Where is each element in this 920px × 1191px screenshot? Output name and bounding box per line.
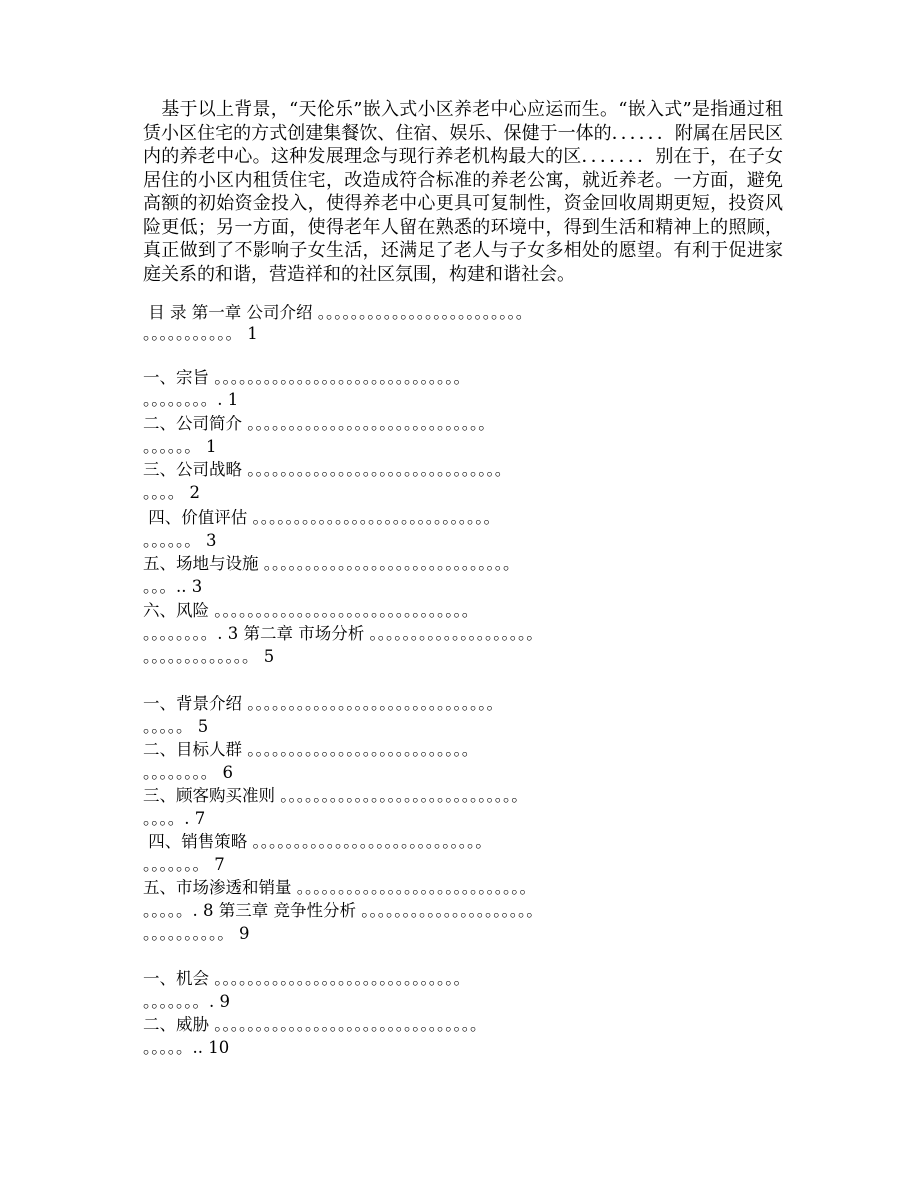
toc-line: 五、场地与设施 。。。。。。。。。。。。。。。。。。。。。。。。。。。。。。 [143,554,520,573]
toc-line: 四、价值评估 。。。。。。。。。。。。。。。。。。。。。。。。。。。。。 [143,508,500,527]
toc-line: 一、机会 。。。。。。。。。。。。。。。。。。。。。。。。。。。。。。 [143,969,470,988]
toc-line: 。。。。。。。 7 [143,855,225,874]
toc-line: 四、销售策略 。。。。。。。。。。。。。。。。。。。。。。。。。。。。 [143,832,492,851]
toc-line: 六、风险 。。。。。。。。。。。。。。。。。。。。。。。。。。。。。。。 [143,601,479,620]
toc-line: 。。。。。。 1 [143,437,217,456]
toc-line: 一、背景介绍 。。。。。。。。。。。。。。。。。。。。。。。。。。。。。。 [143,694,503,713]
toc-line: 一、宗旨 。。。。。。。。。。。。。。。。。。。。。。。。。。。。。。 [143,368,470,387]
toc-line: 目 录 第一章 公司介绍 。。。。。。。。。。。。。。。。。。。。。。。。。 [143,303,533,322]
toc-line: 。。。。 2 [143,483,200,502]
toc-line: 。。。。。。。。。。。 1 [143,324,258,343]
toc-line: 。。。。。。。。。。。。。 5 [143,647,275,666]
toc-line: 。。。。。。。。. 3 第二章 市场分析 。。。。。。。。。。。。。。。。。。。。 [143,624,543,643]
intro-paragraph: 基于以上背景，“天伦乐”嵌入式小区养老中心应运而生。“嵌入式”是指通过租赁小区住宅的方式创建集餐饮、住宿、娱乐、保健于一体的．．．．．．附属在居民区内的养老中心。这种发展理念与现行养老机构最大的区．．．．．．．别在于，在子女居住的小区内租赁住宅，改造成符合标准的养老公寓，就近养老。一方面，避免高额的初始资金投入，使得养老中心更具可复制性，资金回收周期更短，投资风险更低；另一方面，使得老年人留在熟悉的环境中，得到生活和精神上的照顾，真正做到了不影响子女生活，还满足了老人与子女多相处的愿望。有利于促进家庭关系的和谐，营造祥和的社区氛围，构建和谐社会。 [143,99,783,285]
toc-line: 。。。。。. 8 第三章 竞争性分析 。。。。。。。。。。。。。。。。。。。。。 [143,901,543,920]
toc-line: 三、顾客购买准则 。。。。。。。。。。。。。。。。。。。。。。。。。。。。。 [143,786,528,805]
toc-line: 。。。。。 5 [143,717,209,736]
toc-line: 二、公司简介 。。。。。。。。。。。。。。。。。。。。。。。。。。。。。 [143,414,495,433]
toc-line: 。。。.. 3 [143,577,203,596]
toc-line: 。。。。。。。. 9 [143,992,230,1011]
toc-line: 二、目标人群 。。。。。。。。。。。。。。。。。。。。。。。。。。。 [143,740,479,759]
toc-line: 。。。。。。。。。。 9 [143,924,250,943]
toc-line: 。。。。。。。。 6 [143,763,233,782]
toc-line: 。。。。。。 3 [143,531,217,550]
toc-line: 三、公司战略 。。。。。。。。。。。。。。。。。。。。。。。。。。。。。。。 [143,460,512,479]
toc-line: 。。。。. 7 [143,809,206,828]
toc-line: 五、市场渗透和销量 。。。。。。。。。。。。。。。。。。。。。。。。。。。。 [143,878,536,897]
toc-line: 。。。。。。。。. 1 [143,390,239,409]
toc-line: 。。。。。.. 10 [143,1038,230,1057]
toc-line: 二、威胁 。。。。。。。。。。。。。。。。。。。。。。。。。。。。。。。。 [143,1015,487,1034]
